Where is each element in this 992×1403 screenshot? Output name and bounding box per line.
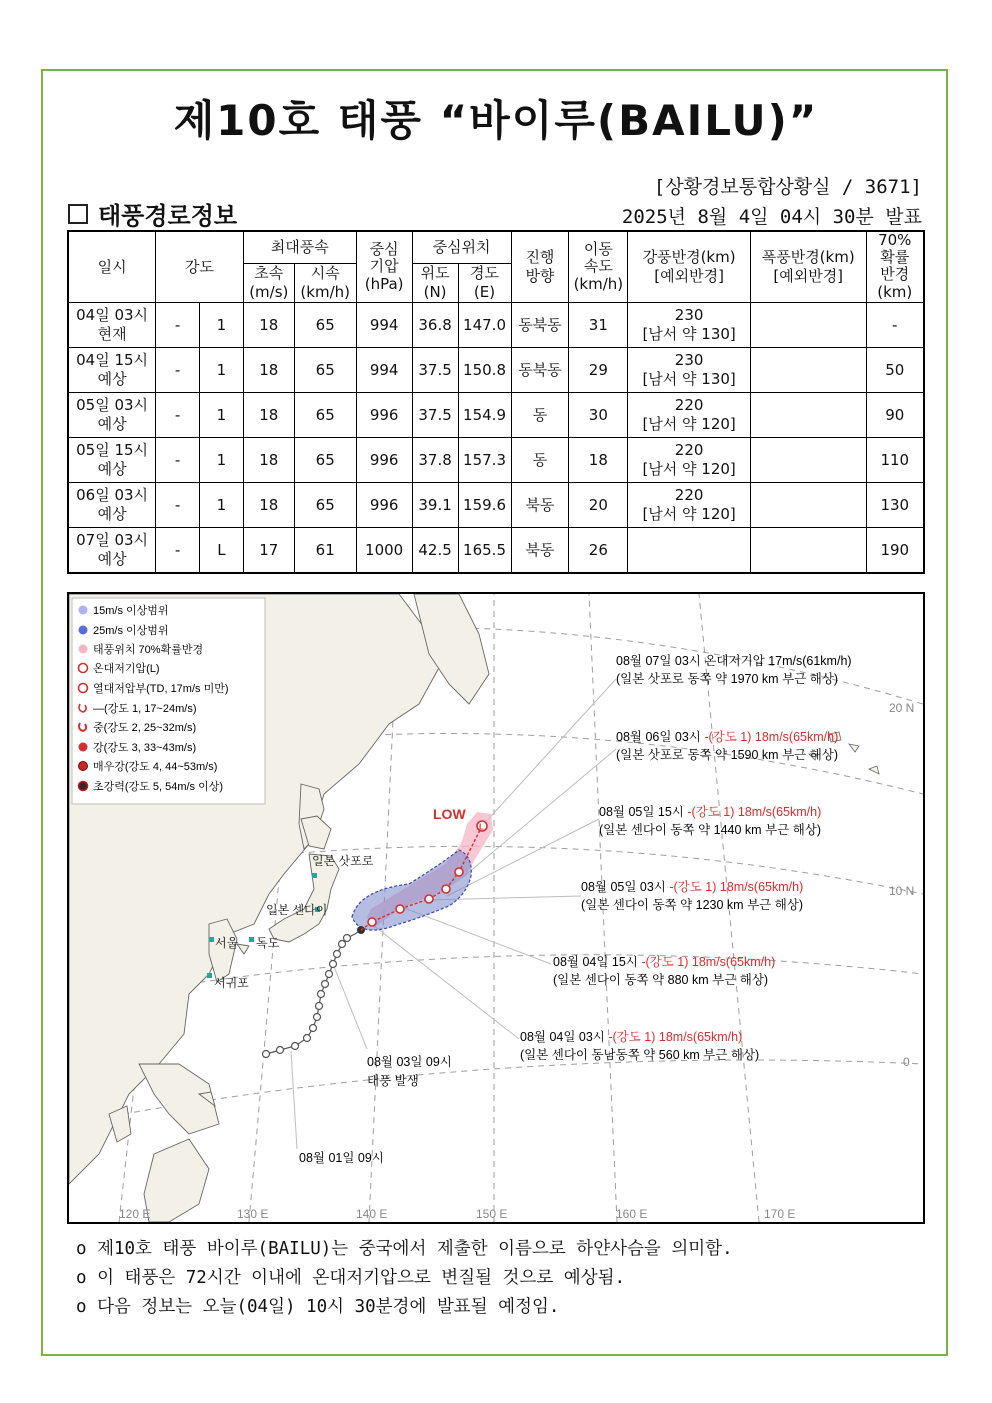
table-row bbox=[68, 393, 924, 438]
annotation: 08월 06일 03시 -(강도 1) 18m/s(65km/h) bbox=[616, 730, 839, 744]
start-label: 08월 01일 09시 bbox=[299, 1151, 384, 1165]
cell-direction: 북동 bbox=[511, 483, 569, 528]
section-heading bbox=[68, 196, 237, 231]
cell-prob-radius: - bbox=[866, 303, 924, 348]
cell-speed: 20 bbox=[569, 483, 628, 528]
annotation-detail: (일본 삿포로 동쪽 약 1590 km 부근 해상) bbox=[616, 748, 839, 762]
note-item: o 제10호 태풍 바이루(BAILU)는 중국에서 제출한 이름으로 하얀사슴을 의미함. bbox=[76, 1239, 733, 1259]
cell-wind-ms: 17 bbox=[243, 528, 294, 574]
cell-strong-radius: 230 [남서 약 130] bbox=[628, 348, 751, 393]
forecast-table bbox=[67, 230, 925, 574]
th-center: 중심위치 bbox=[412, 231, 511, 264]
th-prob-radius: 70%확률반경 (km) bbox=[866, 231, 924, 303]
cell-speed: 26 bbox=[569, 528, 628, 574]
annotation-detail: (일본 센다이 동쪽 약 1230 km 부근 해상) bbox=[581, 898, 804, 912]
th-storm-radius: 폭풍반경(km) [예외반경] bbox=[750, 231, 866, 303]
note-item: o 이 태풍은 72시간 이내에 온대저기압으로 변질될 것으로 예상됨. bbox=[76, 1268, 626, 1288]
checkbox-icon bbox=[68, 204, 88, 224]
cell-lon: 150.8 bbox=[458, 348, 511, 393]
cell-storm-radius bbox=[750, 528, 866, 574]
city-dokdo: 독도 bbox=[256, 936, 280, 950]
typhoon-grade5-icon bbox=[79, 782, 88, 791]
cell-intensity: L bbox=[199, 528, 243, 574]
typhoon-grade3-icon bbox=[79, 743, 88, 752]
cell-pressure: 996 bbox=[356, 483, 412, 528]
th-datetime: 일시 bbox=[68, 231, 156, 303]
cell-pressure: 994 bbox=[356, 348, 412, 393]
cell-storm-radius bbox=[750, 393, 866, 438]
th-strong-radius: 강풍반경(km) [예외반경] bbox=[628, 231, 751, 303]
section-title: 태풍경로정보 bbox=[98, 202, 238, 230]
cell-direction: 북동 bbox=[511, 528, 569, 574]
cell-strong-radius: 220 [남서 약 120] bbox=[628, 393, 751, 438]
cell-strong-radius: 230 [남서 약 130] bbox=[628, 303, 751, 348]
cell-strong-radius bbox=[628, 528, 751, 574]
cell-lon: 147.0 bbox=[458, 303, 511, 348]
annotation: 08월 05일 15시 -(강도 1) 18m/s(65km/h) bbox=[599, 805, 822, 819]
cell-grade: - bbox=[156, 438, 200, 483]
cell-wind-ms: 18 bbox=[243, 438, 294, 483]
cell-strong-radius: 220 [남서 약 120] bbox=[628, 483, 751, 528]
cell-lat: 39.1 bbox=[412, 483, 458, 528]
svg-text:120 E: 120 E bbox=[119, 1207, 151, 1221]
svg-text:150 E: 150 E bbox=[476, 1207, 508, 1221]
legend-item: 중(강도 2, 25~32m/s) bbox=[93, 722, 197, 734]
cell-intensity: 1 bbox=[199, 348, 243, 393]
cell-speed: 30 bbox=[569, 393, 628, 438]
table-row bbox=[68, 528, 924, 574]
svg-text:140 E: 140 E bbox=[356, 1207, 388, 1221]
annotation-detail: (일본 센다이 동쪽 약 880 km 부근 해상) bbox=[553, 973, 769, 987]
cell-intensity: 1 bbox=[199, 438, 243, 483]
map-legend bbox=[72, 598, 265, 804]
cell-lat: 37.5 bbox=[412, 348, 458, 393]
annotation-detail: (일본 센다이 동남동쪽 약 560 km 부근 해상) bbox=[520, 1048, 760, 1062]
cell-storm-radius bbox=[750, 483, 866, 528]
cell-lat: 42.5 bbox=[412, 528, 458, 574]
legend-item: 25m/s 이상범위 bbox=[93, 625, 169, 637]
cell-pressure: 996 bbox=[356, 393, 412, 438]
cell-prob-radius: 50 bbox=[866, 348, 924, 393]
low-label: LOW bbox=[433, 806, 466, 822]
light-blue-dot-icon bbox=[79, 606, 88, 615]
cell-datetime: 04일 15시 예상 bbox=[68, 348, 156, 393]
cell-intensity: 1 bbox=[199, 303, 243, 348]
note-item: o 다음 정보는 오늘(04일) 10시 30분경에 발표될 예정임. bbox=[76, 1297, 560, 1317]
table-row bbox=[68, 483, 924, 528]
cell-speed: 29 bbox=[569, 348, 628, 393]
cell-lat: 36.8 bbox=[412, 303, 458, 348]
cell-wind-kmh: 65 bbox=[294, 438, 356, 483]
annotation: 08월 05일 03시 -(강도 1) 18m/s(65km/h) bbox=[581, 880, 804, 894]
cell-wind-kmh: 65 bbox=[294, 348, 356, 393]
cell-speed: 18 bbox=[569, 438, 628, 483]
th-wind-ms: 초속 (m/s) bbox=[243, 264, 294, 303]
page-title: 제10호 태풍 “바이루(BAILU)” bbox=[173, 96, 819, 145]
cell-direction: 동 bbox=[511, 438, 569, 483]
table-row bbox=[68, 438, 924, 483]
svg-text:10 N: 10 N bbox=[889, 884, 915, 898]
cell-prob-radius: 130 bbox=[866, 483, 924, 528]
th-max-wind: 최대풍속 bbox=[243, 231, 356, 264]
cell-grade: - bbox=[156, 393, 200, 438]
cell-prob-radius: 90 bbox=[866, 393, 924, 438]
cell-direction: 동 bbox=[511, 393, 569, 438]
cell-pressure: 1000 bbox=[356, 528, 412, 574]
th-wind-kmh: 시속 (km/h) bbox=[294, 264, 356, 303]
legend-item: 온대저기압(L) bbox=[93, 663, 160, 675]
cell-wind-kmh: 61 bbox=[294, 528, 356, 574]
cell-storm-radius bbox=[750, 438, 866, 483]
cell-pressure: 996 bbox=[356, 438, 412, 483]
legend-item: 태풍위치 70%확률반경 bbox=[93, 644, 204, 656]
th-intensity: 강도 bbox=[156, 231, 244, 303]
genesis-label: 태풍 발생 bbox=[367, 1074, 419, 1088]
cell-direction: 동북동 bbox=[511, 303, 569, 348]
cell-wind-kmh: 65 bbox=[294, 393, 356, 438]
annotation: 08월 04일 03시 -(강도 1) 18m/s(65km/h) bbox=[520, 1030, 743, 1044]
cell-datetime: 04일 03시 현재 bbox=[68, 303, 156, 348]
cell-direction: 동북동 bbox=[511, 348, 569, 393]
cell-lon: 159.6 bbox=[458, 483, 511, 528]
table-row bbox=[68, 303, 924, 348]
cell-strong-radius: 220 [남서 약 120] bbox=[628, 438, 751, 483]
city-seogwipo: 서귀포 bbox=[214, 976, 249, 990]
typhoon-grade4-icon bbox=[79, 762, 88, 771]
cell-wind-ms: 18 bbox=[243, 348, 294, 393]
svg-text:20 N: 20 N bbox=[889, 701, 915, 715]
genesis-label: 08월 03일 09시 bbox=[367, 1055, 452, 1069]
cell-storm-radius bbox=[750, 303, 866, 348]
cell-lon: 154.9 bbox=[458, 393, 511, 438]
th-lat: 위도 (N) bbox=[412, 264, 458, 303]
notes bbox=[76, 1235, 733, 1322]
legend-item: 15m/s 이상범위 bbox=[93, 605, 169, 617]
cell-datetime: 07일 03시 예상 bbox=[68, 528, 156, 574]
issued-time: 2025년 8월 4일 04시 30분 발표 bbox=[621, 206, 922, 228]
issuing-office: [상황경보통합상황실 / 3671] bbox=[653, 176, 922, 198]
cell-lat: 37.5 bbox=[412, 393, 458, 438]
cell-wind-kmh: 65 bbox=[294, 303, 356, 348]
cell-prob-radius: 190 bbox=[866, 528, 924, 574]
th-pressure: 중심기압 (hPa) bbox=[356, 231, 412, 303]
svg-text:130 E: 130 E bbox=[237, 1207, 269, 1221]
cell-datetime: 05일 15시 예상 bbox=[68, 438, 156, 483]
cell-grade: - bbox=[156, 348, 200, 393]
cell-lat: 37.8 bbox=[412, 438, 458, 483]
city-sapporo: 일본 삿포로 bbox=[312, 854, 374, 868]
cell-grade: - bbox=[156, 528, 200, 574]
th-speed: 이동속도 (km/h) bbox=[569, 231, 628, 303]
svg-text:170 E: 170 E bbox=[764, 1207, 796, 1221]
legend-item: 매우강(강도 4, 44~53m/s) bbox=[93, 761, 218, 773]
cell-wind-ms: 18 bbox=[243, 393, 294, 438]
svg-text:L: L bbox=[479, 822, 484, 832]
cell-intensity: 1 bbox=[199, 393, 243, 438]
svg-text:160 E: 160 E bbox=[616, 1207, 648, 1221]
legend-item: —(강도 1, 17~24m/s) bbox=[93, 703, 197, 715]
annotation-detail: (일본 센다이 동쪽 약 1440 km 부근 해상) bbox=[599, 823, 822, 837]
annotation: 08월 07일 03시 온대저기압 17m/s(61km/h) bbox=[616, 654, 852, 668]
cell-speed: 31 bbox=[569, 303, 628, 348]
svg-text:0: 0 bbox=[903, 1055, 910, 1069]
annotation: 08월 04일 15시 -(강도 1) 18m/s(65km/h) bbox=[553, 955, 776, 969]
typhoon-track-map bbox=[67, 592, 925, 1224]
cell-wind-kmh: 65 bbox=[294, 483, 356, 528]
city-sendai: 일본 센다이 bbox=[266, 903, 328, 917]
cell-grade: - bbox=[156, 303, 200, 348]
table-row bbox=[68, 348, 924, 393]
cell-lon: 157.3 bbox=[458, 438, 511, 483]
th-lon: 경도 (E) bbox=[458, 264, 511, 303]
annotation-detail: (일본 삿포로 동쪽 약 1970 km 부근 해상) bbox=[616, 672, 839, 686]
legend-item: 강(강도 3, 33~43m/s) bbox=[93, 742, 197, 754]
cell-lon: 165.5 bbox=[458, 528, 511, 574]
cell-pressure: 994 bbox=[356, 303, 412, 348]
cell-prob-radius: 110 bbox=[866, 438, 924, 483]
cell-wind-ms: 18 bbox=[243, 483, 294, 528]
cell-wind-ms: 18 bbox=[243, 303, 294, 348]
pink-dot-icon bbox=[79, 645, 88, 654]
cell-intensity: 1 bbox=[199, 483, 243, 528]
legend-item: 열대저압부(TD, 17m/s 미만) bbox=[93, 683, 229, 695]
cell-datetime: 06일 03시 예상 bbox=[68, 483, 156, 528]
th-direction: 진행방향 bbox=[511, 231, 569, 303]
cell-storm-radius bbox=[750, 348, 866, 393]
cell-grade: - bbox=[156, 483, 200, 528]
blue-dot-icon bbox=[79, 626, 88, 635]
legend-item: 초강력(강도 5, 54m/s 이상) bbox=[93, 781, 224, 793]
cell-datetime: 05일 03시 예상 bbox=[68, 393, 156, 438]
city-seoul: 서울 bbox=[215, 936, 239, 950]
